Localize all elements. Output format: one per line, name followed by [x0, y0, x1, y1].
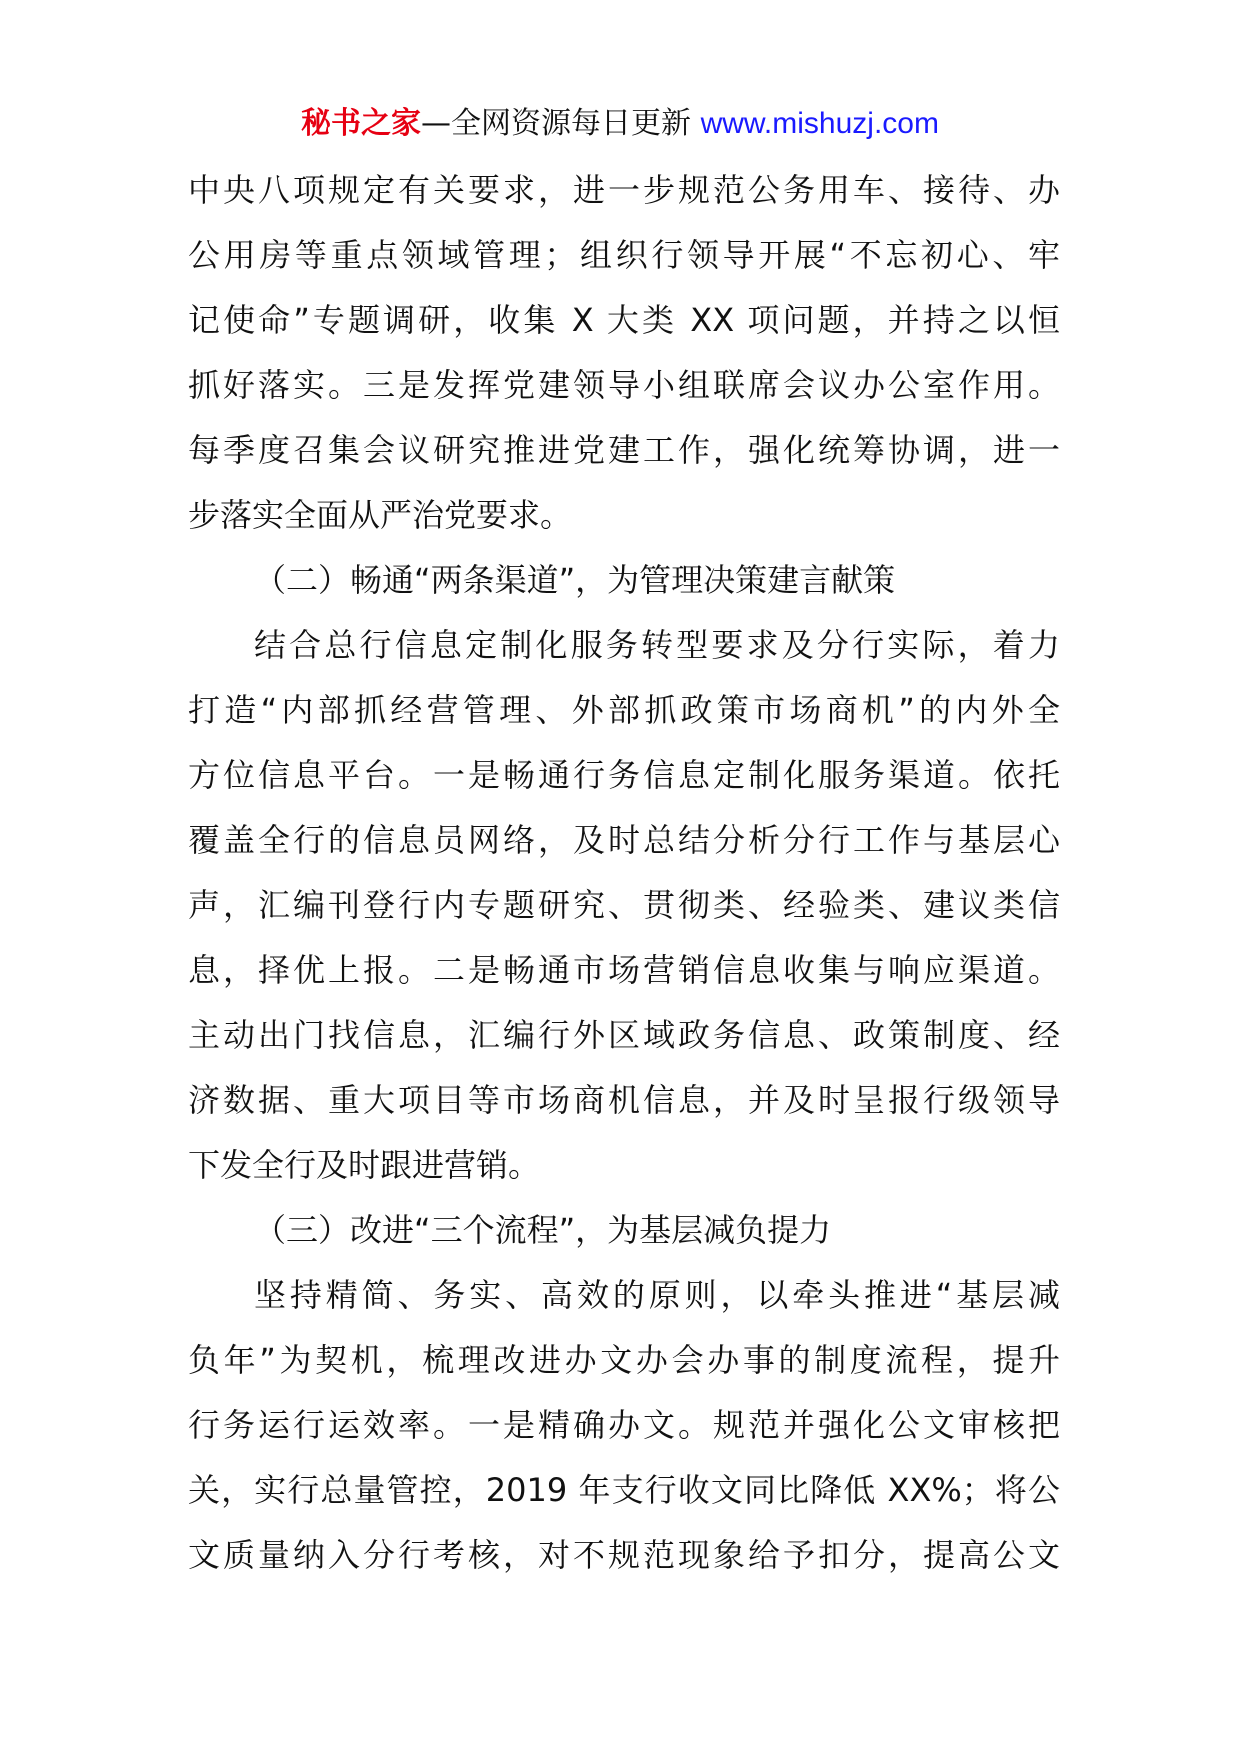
body-line: 息，择优上报。二是畅通市场营销信息收集与响应渠道。 [188, 951, 1060, 989]
section-heading: （三）改进“三个流程”，为基层减负提力 [254, 1211, 832, 1249]
body-line: 方位信息平台。一是畅通行务信息定制化服务渠道。依托 [188, 756, 1060, 794]
body-line: 步落实全面从严治党要求。 [188, 496, 573, 534]
body-line: 中央八项规定有关要求，进一步规范公务用车、接待、办 [188, 171, 1060, 209]
body-line: 声，汇编刊登行内专题研究、贯彻类、经验类、建议类信 [188, 886, 1060, 924]
brand-name: 秘书之家 [301, 106, 422, 141]
body-line: 坚持精简、务实、高效的原则，以牵头推进“基层减 [254, 1276, 1060, 1314]
body-line: 抓好落实。三是发挥党建领导小组联席会议办公室作用。 [188, 366, 1060, 404]
body-line: 公用房等重点领域管理；组织行领导开展“不忘初心、牢 [188, 236, 1060, 274]
section-heading: （二）畅通“两条渠道”，为管理决策建言献策 [254, 561, 896, 599]
body-line: 关，实行总量管控，2019 年支行收文同比降低 XX%；将公 [188, 1471, 1060, 1509]
site-url[interactable]: www.mishuzj.com [700, 107, 939, 140]
header-tagline: —全网资源每日更新 [421, 106, 692, 141]
body-line: 打造“内部抓经营管理、外部抓政策市场商机”的内外全 [188, 691, 1060, 729]
site-header [0, 104, 1240, 144]
body-line: 文质量纳入分行考核，对不规范现象给予扣分，提高公文 [188, 1536, 1060, 1574]
body-line: 行务运行运效率。一是精确办文。规范并强化公文审核把 [188, 1406, 1060, 1444]
body-line: 每季度召集会议研究推进党建工作，强化统筹协调，进一 [188, 431, 1060, 469]
body-line: 结合总行信息定制化服务转型要求及分行实际，着力 [254, 626, 1060, 664]
body-line: 主动出门找信息，汇编行外区域政务信息、政策制度、经 [188, 1016, 1060, 1054]
body-line: 覆盖全行的信息员网络，及时总结分析分行工作与基层心 [188, 821, 1060, 859]
document-body [188, 158, 1060, 1588]
body-line: 记使命”专题调研，收集 X 大类 XX 项问题，并持之以恒 [188, 301, 1060, 339]
body-line: 负年”为契机，梳理改进办文办会办事的制度流程，提升 [188, 1341, 1060, 1379]
body-line: 下发全行及时跟进营销。 [188, 1146, 541, 1184]
body-line: 济数据、重大项目等市场商机信息，并及时呈报行级领导 [188, 1081, 1060, 1119]
